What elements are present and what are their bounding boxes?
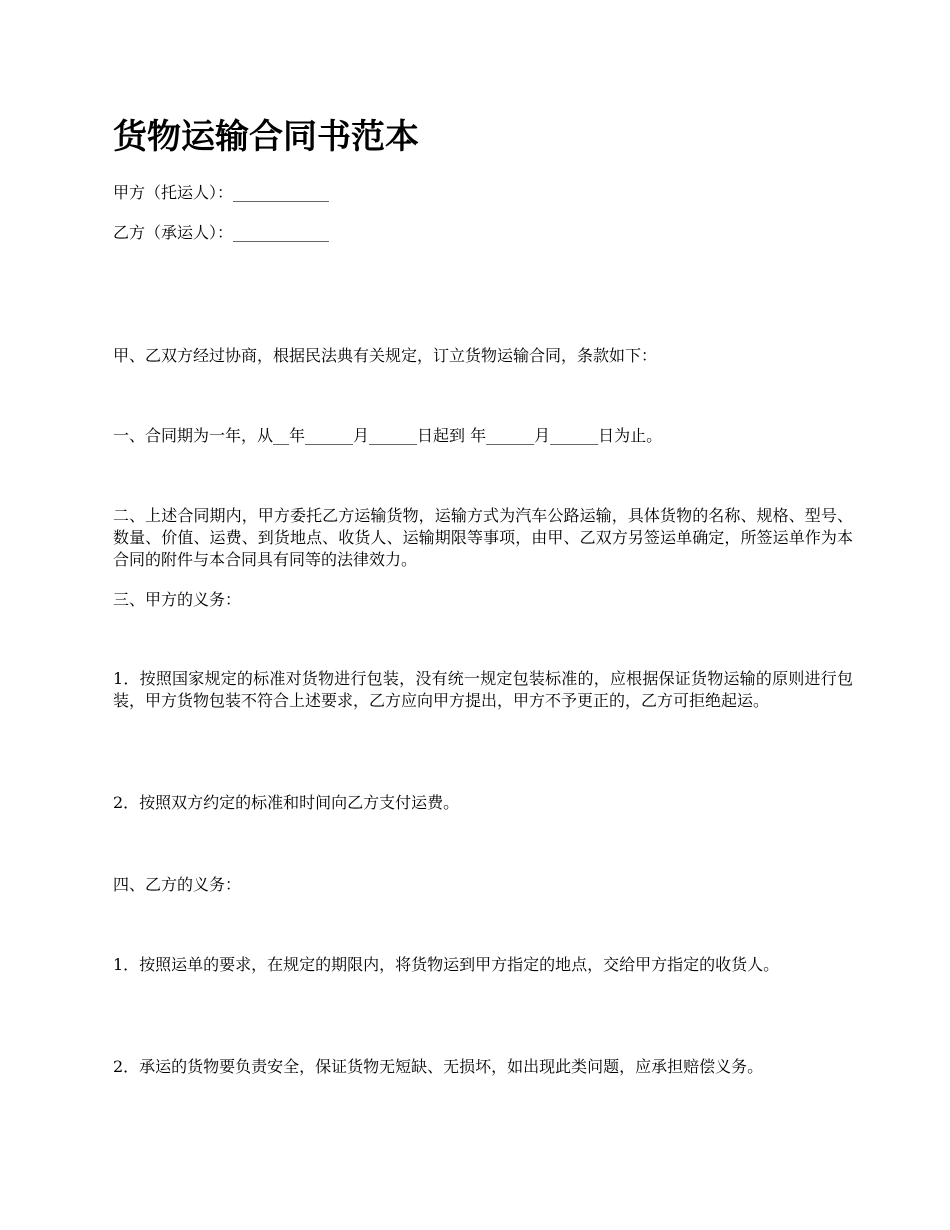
clause-2-scope: 二、上述合同期内，甲方委托乙方运输货物，运输方式为汽车公路运输，具体货物的名称、规格、型号、数量、价值、运费、到货地点、收货人、运输期限等事项，由甲、乙双方另签运单确定，所签运单作为本合同的附件与本合同具有同等的法律效力。 [113,506,853,569]
clause-3-heading: 三、甲方的义务： [113,590,242,609]
clause-4-item-2: 2．承运的货物要负责安全，保证货物无短缺、无损坏，如出现此类问题，应承担赔偿义务。 [113,1057,764,1076]
clause-3-item-1: 1．按照国家规定的标准对货物进行包装，没有统一规定包装标准的，应根据保证货物运输的原则进行包装，甲方货物包装不符合上述要求，乙方应向甲方提出，甲方不予更正的，乙方可拒绝起运。 [113,669,853,710]
intro-paragraph: 甲、乙双方经过协商，根据民法典有关规定，订立货物运输合同，条款如下： [113,346,658,365]
clause-1-term: 一、合同期为一年，从__年______月______日起到 年______月______日为止。 [113,426,663,445]
document-title: 货物运输合同书范本 [113,117,419,157]
clause-3-item-2: 2．按照双方约定的标准和时间向乙方支付运费。 [113,793,460,812]
clause-4-heading: 四、乙方的义务： [113,875,242,894]
clause-4-item-1: 1．按照运单的要求，在规定的期限内，将货物运到甲方指定的地点，交给甲方指定的收货人。 [113,955,780,974]
party-b-line: 乙方（承运人）：____________ [113,223,330,242]
party-a-line: 甲方（托运人）：____________ [113,183,330,202]
